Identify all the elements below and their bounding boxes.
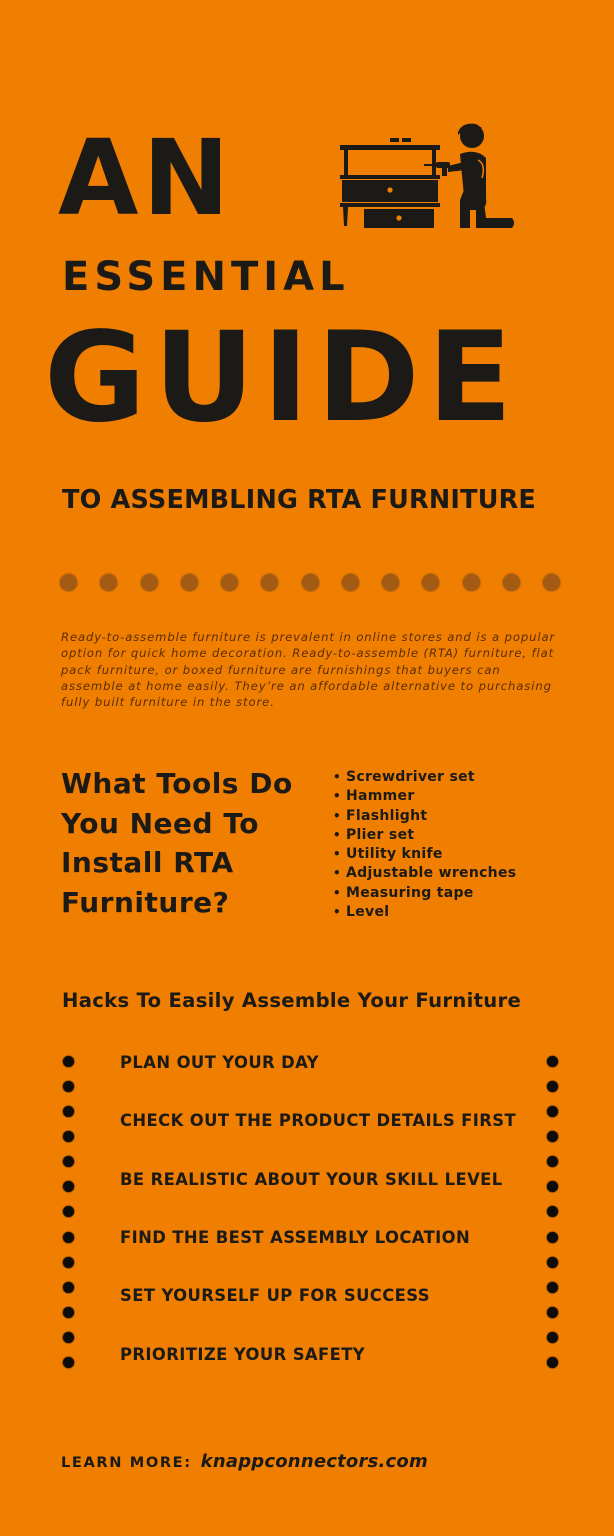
dot-icon bbox=[63, 1106, 74, 1117]
dot-icon bbox=[63, 1131, 74, 1142]
tool-label: Hammer bbox=[346, 788, 415, 805]
dot-icon bbox=[547, 1282, 558, 1293]
tool-label: Measuring tape bbox=[346, 884, 474, 901]
dot-icon bbox=[547, 1257, 558, 1268]
bullet-icon: • bbox=[333, 905, 341, 920]
decorative-dot-divider bbox=[60, 572, 560, 592]
dot-icon bbox=[547, 1332, 558, 1343]
divider-dot-icon bbox=[221, 574, 238, 591]
divider-dot-icon bbox=[342, 574, 359, 591]
title-line-an: AN bbox=[58, 117, 234, 239]
list-item bbox=[333, 768, 516, 787]
hack-item-product-details: CHECK OUT THE PRODUCT DETAILS FIRST bbox=[120, 1111, 517, 1130]
dot-icon bbox=[547, 1181, 558, 1192]
tool-label: Utility knife bbox=[346, 846, 443, 863]
dot-icon bbox=[63, 1257, 74, 1268]
dot-icon bbox=[63, 1307, 74, 1318]
bullet-icon: • bbox=[333, 789, 341, 804]
tool-label: Plier set bbox=[346, 826, 415, 843]
divider-dot-icon bbox=[181, 574, 198, 591]
divider-dot-icon bbox=[422, 574, 439, 591]
tool-label: Screwdriver set bbox=[346, 769, 475, 785]
dot-icon bbox=[63, 1282, 74, 1293]
intro-paragraph: Ready-to-assemble furniture is prevalent in online stores and is a popular option for quick home decoration. Ready-to-assemble (RTA) furniture, flat pack furniture, or boxed furniture are furnishings that buyers can assemble at home easily. They’re an affordable alternative to purchasing fully built furniture in the store. bbox=[61, 630, 556, 710]
dot-icon bbox=[63, 1357, 74, 1368]
person-assembling-furniture-icon bbox=[336, 118, 516, 230]
dot-icon bbox=[547, 1056, 558, 1067]
bullet-icon: • bbox=[333, 808, 341, 823]
tool-label: Adjustable wrenches bbox=[346, 865, 517, 882]
dot-icon bbox=[63, 1332, 74, 1343]
divider-dot-icon bbox=[100, 574, 117, 591]
dot-icon bbox=[547, 1106, 558, 1117]
title-line-guide: GUIDE bbox=[44, 306, 521, 450]
bullet-icon: • bbox=[333, 827, 341, 842]
dot-icon bbox=[547, 1357, 558, 1368]
hack-item-safety: PRIORITIZE YOUR SAFETY bbox=[120, 1345, 366, 1364]
dot-icon bbox=[547, 1307, 558, 1318]
divider-dot-icon bbox=[463, 574, 480, 591]
hack-item-skill-level: BE REALISTIC ABOUT YOUR SKILL LEVEL bbox=[120, 1170, 503, 1189]
bullet-icon: • bbox=[333, 885, 341, 900]
list-item bbox=[333, 884, 516, 903]
list-item bbox=[333, 845, 516, 864]
tool-label: Flashlight bbox=[346, 807, 428, 824]
hack-item-success: SET YOURSELF UP FOR SUCCESS bbox=[120, 1286, 430, 1305]
bullet-icon: • bbox=[333, 866, 341, 881]
hack-item-assembly-location: FIND THE BEST ASSEMBLY LOCATION bbox=[120, 1228, 471, 1247]
website-link[interactable]: knappconnectors.com bbox=[200, 1451, 428, 1472]
title-subtitle: TO ASSEMBLING RTA FURNITURE bbox=[62, 485, 537, 515]
divider-dot-icon bbox=[141, 574, 158, 591]
divider-dot-icon bbox=[261, 574, 278, 591]
dot-icon bbox=[547, 1156, 558, 1167]
tools-list bbox=[333, 768, 516, 922]
dot-icon bbox=[63, 1156, 74, 1167]
divider-dot-icon bbox=[60, 574, 77, 591]
list-item bbox=[333, 903, 516, 922]
footer-learn-more bbox=[61, 1451, 428, 1472]
dot-icon bbox=[63, 1232, 74, 1243]
bullet-icon: • bbox=[333, 770, 341, 784]
list-item bbox=[333, 864, 516, 883]
divider-dot-icon bbox=[543, 574, 560, 591]
dot-icon bbox=[547, 1081, 558, 1092]
bullet-icon: • bbox=[333, 847, 341, 862]
right-dot-column bbox=[545, 1056, 559, 1368]
hack-item-plan-day: PLAN OUT YOUR DAY bbox=[120, 1053, 319, 1072]
list-item bbox=[333, 807, 516, 826]
dot-icon bbox=[63, 1056, 74, 1067]
dot-icon bbox=[63, 1206, 74, 1217]
title-line-essential: ESSENTIAL bbox=[62, 254, 350, 300]
divider-dot-icon bbox=[503, 574, 520, 591]
left-dot-column bbox=[61, 1056, 75, 1368]
dot-icon bbox=[63, 1181, 74, 1192]
learn-more-label: LEARN MORE: bbox=[61, 1454, 192, 1471]
tool-label: Level bbox=[346, 904, 390, 921]
divider-dot-icon bbox=[302, 574, 319, 591]
list-item bbox=[333, 787, 516, 806]
list-item bbox=[333, 826, 516, 845]
dot-icon bbox=[63, 1081, 74, 1092]
divider-dot-icon bbox=[382, 574, 399, 591]
dot-icon bbox=[547, 1206, 558, 1217]
dot-icon bbox=[547, 1232, 558, 1243]
dot-icon bbox=[547, 1131, 558, 1142]
tools-heading: What Tools Do You Need To Install RTA Furniture? bbox=[61, 767, 293, 919]
hacks-heading: Hacks To Easily Assemble Your Furniture bbox=[62, 989, 522, 1012]
